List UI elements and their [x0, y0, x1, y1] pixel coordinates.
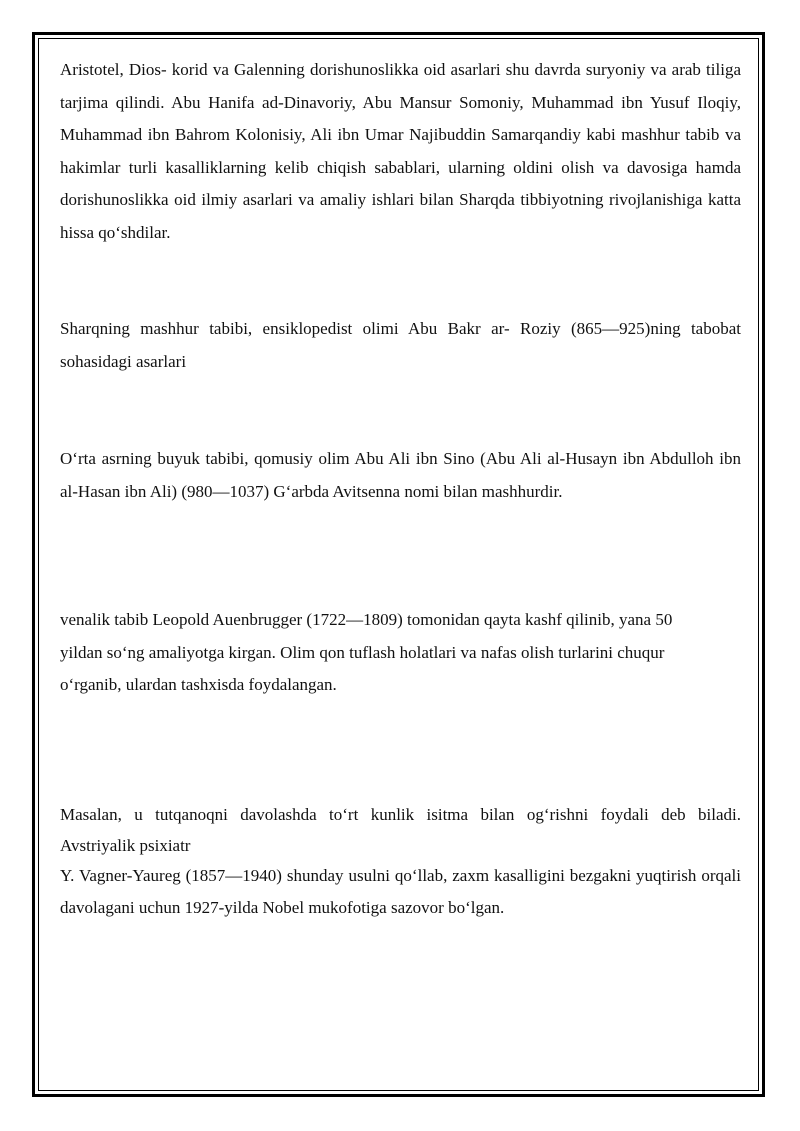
text-line: yildan so‘ng amaliyotga kirgan. Olim qon tuflash holatlari va nafas olish turlarini chuqur — [60, 642, 665, 662]
paragraph-auenbrugger — [60, 604, 741, 702]
text-line: venalik tabib Leopold Auenbrugger (1722—1809) tomonidan qayta kashf qilinib, yana 50 — [60, 610, 673, 629]
paragraph-roziy: Sharqning mashhur tabibi, ensiklopedist olimi Abu Bakr ar- Roziy (865—925)ning tabobat sohasidagi asarlari — [60, 319, 741, 371]
text-line: Y. Vagner-Yaureg (1857—1940) shunday usulni qo‘llab, zaxm kasalligini bezgakni yuqtirish orqali davolagani uchun 1927-yilda Nobel mukofotiga sazovor bo‘lgan. — [60, 865, 741, 917]
paragraph-ibn-sino: O‘rta asrning buyuk tabibi, qomusiy olim Abu Ali ibn Sino (Abu Ali al-Husayn ibn Abdulloh ibn al-Hasan ibn Ali) (980—1037) G‘arbda Avitsenna nomi bilan mashhurdir. — [60, 449, 741, 501]
paragraph-translations-and-physicians: Aristotel, Dios- korid va Galenning dorishunoslikka oid asarlari shu davrda suryoniy va arab tiliga tarjima qilindi. Abu Hanifa ad-Dinavoriy, Abu Mansur Somoniy, Muhammad ibn Yusuf Iloqiy, Muhammad ibn Bahrom Kolonisiy, Ali ibn Umar Najibuddin Samarqandiy kabi mashhur tabib va hakimlar turli kasalliklarning kelib chiqish sabablari, ularning oldini olish va davosiga hamda dorishunoslikka oid ilmiy asarlari va amaliy ishlari bilan Sharqda tibbiyotning rivojlanishiga katta hissa qo‘shdilar. — [60, 60, 741, 242]
text-line: Avstriyalik psixiatr — [60, 835, 191, 855]
text-line: Masalan, u tutqanoqni davolashda to‘rt kunlik isitma bilan og‘rishni foydali deb biladi. — [60, 805, 741, 824]
paragraph-vagner-yaureg — [60, 799, 741, 925]
text-line: o‘rganib, ulardan tashxisda foydalangan. — [60, 675, 337, 694]
